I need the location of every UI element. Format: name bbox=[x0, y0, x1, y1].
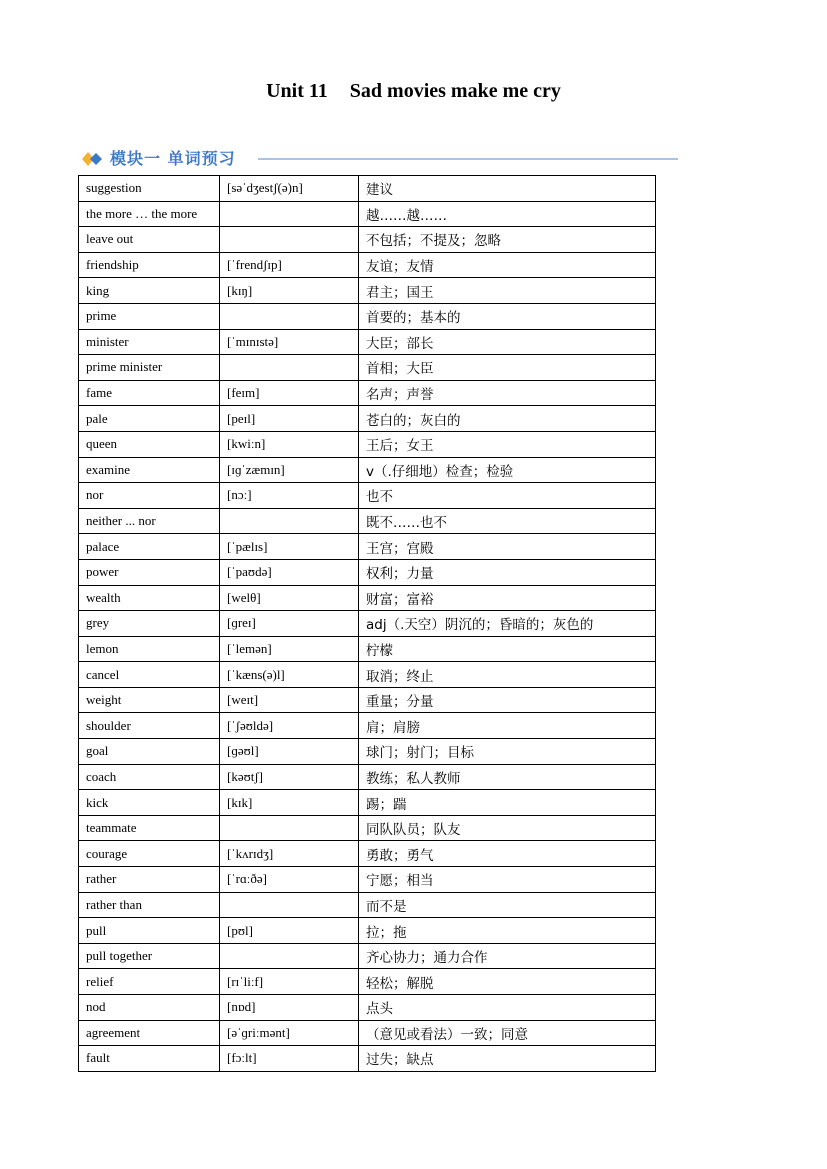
phonetic-cell: [weɪt] bbox=[220, 687, 359, 713]
meaning-cell: 既不……也不 bbox=[359, 508, 656, 534]
page-title bbox=[0, 80, 827, 103]
meaning-cell: 教练；私人教师 bbox=[359, 764, 656, 790]
table-row bbox=[79, 585, 656, 611]
meaning-cell: 重量；分量 bbox=[359, 687, 656, 713]
meaning-cell: 权利；力量 bbox=[359, 559, 656, 585]
phonetic-cell: [nɔː] bbox=[220, 483, 359, 509]
word-cell: wealth bbox=[79, 585, 220, 611]
word-cell: prime bbox=[79, 303, 220, 329]
table-row bbox=[79, 739, 656, 765]
meaning-cell: 轻松；解脱 bbox=[359, 969, 656, 995]
phonetic-cell: [fɔːlt] bbox=[220, 1046, 359, 1072]
word-cell: rather than bbox=[79, 892, 220, 918]
table-row bbox=[79, 713, 656, 739]
word-cell: rather bbox=[79, 867, 220, 893]
table-row bbox=[79, 252, 656, 278]
word-cell: fault bbox=[79, 1046, 220, 1072]
meaning-cell: 球门；射门；目标 bbox=[359, 739, 656, 765]
word-cell: minister bbox=[79, 329, 220, 355]
table-row bbox=[79, 790, 656, 816]
phonetic-cell: [peɪl] bbox=[220, 406, 359, 432]
table-row bbox=[79, 636, 656, 662]
word-cell: suggestion bbox=[79, 176, 220, 202]
phonetic-cell: [welθ] bbox=[220, 585, 359, 611]
word-cell: examine bbox=[79, 457, 220, 483]
word-cell: fame bbox=[79, 380, 220, 406]
table-row bbox=[79, 918, 656, 944]
word-cell: pull together bbox=[79, 943, 220, 969]
meaning-cell: 点头 bbox=[359, 995, 656, 1021]
table-row bbox=[79, 1046, 656, 1072]
word-cell: agreement bbox=[79, 1020, 220, 1046]
phonetic-cell: [kɪŋ] bbox=[220, 278, 359, 304]
meaning-cell: 友谊；友情 bbox=[359, 252, 656, 278]
meaning-cell: 名声；声誉 bbox=[359, 380, 656, 406]
meaning-cell: 踢；踹 bbox=[359, 790, 656, 816]
double-diamond-icon bbox=[82, 152, 104, 166]
table-row bbox=[79, 278, 656, 304]
meaning-cell: adj（.天空）阴沉的；昏暗的；灰色的 bbox=[359, 611, 656, 637]
table-row bbox=[79, 969, 656, 995]
table-row bbox=[79, 508, 656, 534]
meaning-cell: 首相；大臣 bbox=[359, 355, 656, 381]
meaning-cell: 大臣；部长 bbox=[359, 329, 656, 355]
phonetic-cell: [feɪm] bbox=[220, 380, 359, 406]
phonetic-cell bbox=[220, 201, 359, 227]
word-cell: the more … the more bbox=[79, 201, 220, 227]
phonetic-cell: [ˈkæns(ə)l] bbox=[220, 662, 359, 688]
meaning-cell: 不包括；不提及；忽略 bbox=[359, 227, 656, 253]
phonetic-cell bbox=[220, 815, 359, 841]
phonetic-cell: [əˈɡriːmənt] bbox=[220, 1020, 359, 1046]
meaning-cell: 王后；女王 bbox=[359, 431, 656, 457]
meaning-cell: 越……越…… bbox=[359, 201, 656, 227]
table-row bbox=[79, 483, 656, 509]
word-cell: palace bbox=[79, 534, 220, 560]
phonetic-cell: [ˈrɑːðə] bbox=[220, 867, 359, 893]
meaning-cell: 财富；富裕 bbox=[359, 585, 656, 611]
table-row bbox=[79, 943, 656, 969]
meaning-cell: 建议 bbox=[359, 176, 656, 202]
word-cell: coach bbox=[79, 764, 220, 790]
unit-number: Unit 11 bbox=[266, 80, 328, 102]
word-cell: leave out bbox=[79, 227, 220, 253]
meaning-cell: 肩；肩膀 bbox=[359, 713, 656, 739]
word-cell: teammate bbox=[79, 815, 220, 841]
table-row bbox=[79, 841, 656, 867]
table-row bbox=[79, 201, 656, 227]
word-cell: pull bbox=[79, 918, 220, 944]
meaning-cell: 宁愿；相当 bbox=[359, 867, 656, 893]
word-cell: prime minister bbox=[79, 355, 220, 381]
table-row bbox=[79, 611, 656, 637]
table-row bbox=[79, 662, 656, 688]
phonetic-cell bbox=[220, 508, 359, 534]
phonetic-cell: [ˈʃəʊldə] bbox=[220, 713, 359, 739]
word-cell: cancel bbox=[79, 662, 220, 688]
meaning-cell: 也不 bbox=[359, 483, 656, 509]
section-label: 模块一 单词预习 bbox=[110, 149, 236, 168]
phonetic-cell: [ɡəʊl] bbox=[220, 739, 359, 765]
phonetic-cell: [pʊl] bbox=[220, 918, 359, 944]
table-row bbox=[79, 867, 656, 893]
meaning-cell: 齐心协力；通力合作 bbox=[359, 943, 656, 969]
phonetic-cell: [ˈkʌrɪdʒ] bbox=[220, 841, 359, 867]
meaning-cell: v（.仔细地）检查；检验 bbox=[359, 457, 656, 483]
word-cell: lemon bbox=[79, 636, 220, 662]
word-cell: courage bbox=[79, 841, 220, 867]
word-cell: grey bbox=[79, 611, 220, 637]
word-cell: power bbox=[79, 559, 220, 585]
table-row bbox=[79, 995, 656, 1021]
meaning-cell: （意见或看法）一致；同意 bbox=[359, 1020, 656, 1046]
phonetic-cell: [ˈpælɪs] bbox=[220, 534, 359, 560]
table-row bbox=[79, 815, 656, 841]
word-cell: queen bbox=[79, 431, 220, 457]
word-cell: goal bbox=[79, 739, 220, 765]
phonetic-cell: [ˈmɪnɪstə] bbox=[220, 329, 359, 355]
meaning-cell: 勇敢；勇气 bbox=[359, 841, 656, 867]
table-row bbox=[79, 380, 656, 406]
table-row bbox=[79, 303, 656, 329]
unit-title: Sad movies make me cry bbox=[349, 80, 561, 102]
meaning-cell: 柠檬 bbox=[359, 636, 656, 662]
word-cell: nod bbox=[79, 995, 220, 1021]
table-row bbox=[79, 457, 656, 483]
phonetic-cell bbox=[220, 303, 359, 329]
phonetic-cell: [ˈpaʊdə] bbox=[220, 559, 359, 585]
phonetic-cell bbox=[220, 227, 359, 253]
vocabulary-table bbox=[78, 175, 656, 1072]
meaning-cell: 首要的；基本的 bbox=[359, 303, 656, 329]
phonetic-cell: [kəʊtʃ] bbox=[220, 764, 359, 790]
word-cell: shoulder bbox=[79, 713, 220, 739]
phonetic-cell: [ˈlemən] bbox=[220, 636, 359, 662]
phonetic-cell: [ɪɡˈzæmɪn] bbox=[220, 457, 359, 483]
meaning-cell: 苍白的；灰白的 bbox=[359, 406, 656, 432]
phonetic-cell: [kɪk] bbox=[220, 790, 359, 816]
table-row bbox=[79, 431, 656, 457]
word-cell: king bbox=[79, 278, 220, 304]
word-cell: friendship bbox=[79, 252, 220, 278]
table-row bbox=[79, 687, 656, 713]
phonetic-cell: [səˈdʒestʃ(ə)n] bbox=[220, 176, 359, 202]
table-row bbox=[79, 559, 656, 585]
section-header bbox=[80, 148, 680, 170]
phonetic-cell: [rɪˈliːf] bbox=[220, 969, 359, 995]
phonetic-cell: [nɒd] bbox=[220, 995, 359, 1021]
phonetic-cell bbox=[220, 892, 359, 918]
table-row bbox=[79, 406, 656, 432]
meaning-cell: 同队队员；队友 bbox=[359, 815, 656, 841]
meaning-cell: 而不是 bbox=[359, 892, 656, 918]
meaning-cell: 取消；终止 bbox=[359, 662, 656, 688]
table-row bbox=[79, 355, 656, 381]
word-cell: nor bbox=[79, 483, 220, 509]
meaning-cell: 拉；拖 bbox=[359, 918, 656, 944]
word-cell: relief bbox=[79, 969, 220, 995]
phonetic-cell: [kwiːn] bbox=[220, 431, 359, 457]
phonetic-cell bbox=[220, 943, 359, 969]
word-cell: pale bbox=[79, 406, 220, 432]
table-row bbox=[79, 176, 656, 202]
section-divider bbox=[258, 158, 678, 160]
word-cell: weight bbox=[79, 687, 220, 713]
phonetic-cell: [ɡreɪ] bbox=[220, 611, 359, 637]
table-row bbox=[79, 892, 656, 918]
table-row bbox=[79, 1020, 656, 1046]
word-cell: kick bbox=[79, 790, 220, 816]
meaning-cell: 王宫；宫殿 bbox=[359, 534, 656, 560]
meaning-cell: 过失；缺点 bbox=[359, 1046, 656, 1072]
word-cell: neither ... nor bbox=[79, 508, 220, 534]
table-row bbox=[79, 329, 656, 355]
table-row bbox=[79, 764, 656, 790]
phonetic-cell: [ˈfrendʃɪp] bbox=[220, 252, 359, 278]
table-row bbox=[79, 534, 656, 560]
table-row bbox=[79, 227, 656, 253]
phonetic-cell bbox=[220, 355, 359, 381]
meaning-cell: 君主；国王 bbox=[359, 278, 656, 304]
